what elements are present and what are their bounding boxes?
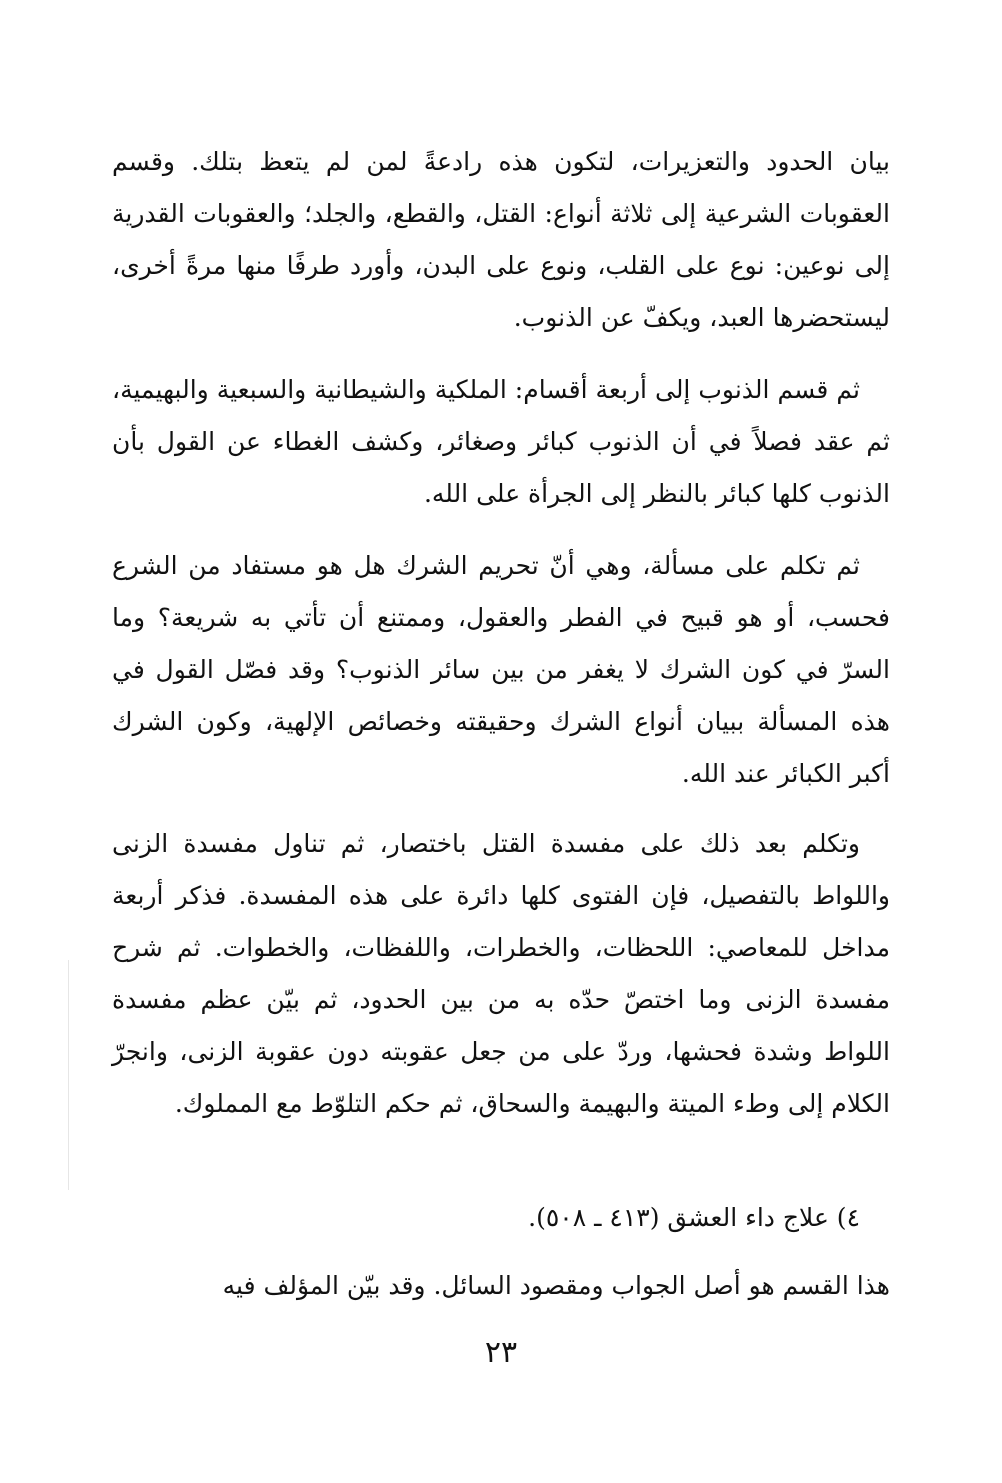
paragraph-punishments <box>112 136 890 344</box>
paragraph-murder-zina <box>112 818 890 1130</box>
paragraph-section-intro <box>112 1260 890 1312</box>
paragraph-text: وتكلم بعد ذلك على مفسدة القتل باختصار، ثم تناول مفسدة الزنى واللواط بالتفصيل، فإن الفتوى كلها دائرة على هذه المفسدة. فذكر أربعة مداخل للمعاصي: اللحظات، والخطرات، واللفظات، والخطوات. ثم شرح مفسدة الزنى وما اختصّ حدّه به من بين الحدود، ثم بيّن عظم مفسدة اللواط وشدة فحشها، وردّ على من جعل عقوبته دون عقوبة الزنى، وانجرّ الكلام إلى وطء الميتة والبهيمة والسحاق، ثم حكم التلوّط مع المملوك. <box>112 829 890 1118</box>
paragraph-text: هذا القسم هو أصل الجواب ومقصود السائل. وقد بيّن المؤلف فيه <box>222 1271 890 1300</box>
heading-text: ٤) علاج داء العشق (٤١٣ ـ ٥٠٨). <box>528 1203 860 1232</box>
paragraph-shirk <box>112 540 890 800</box>
section-heading <box>112 1192 890 1244</box>
paragraph-sin-categories <box>112 364 890 520</box>
scan-margin-line <box>68 960 69 1190</box>
paragraph-text: بيان الحدود والتعزيرات، لتكون هذه رادعةً لمن لم يتعظ بتلك. وقسم العقوبات الشرعية إلى ثلاثة أنواع: القتل، والقطع، والجلد؛ والعقوبات القدرية إلى نوعين: نوع على القلب، ونوع على البدن، وأورد طرفًا منها مرةً أخرى، ليستحضرها العبد، ويكفّ عن الذنوب. <box>112 147 890 332</box>
page-number: ٢٣ <box>484 1335 518 1370</box>
paragraph-text: ثم قسم الذنوب إلى أربعة أقسام: الملكية والشيطانية والسبعية والبهيمية، ثم عقد فصلاً في أن الذنوب كبائر وصغائر، وكشف الغطاء عن القول بأن الذنوب كلها كبائر بالنظر إلى الجرأة على الله. <box>112 375 890 508</box>
paragraph-text: ثم تكلم على مسألة، وهي أنّ تحريم الشرك هل هو مستفاد من الشرع فحسب، أو هو قبيح في الفطر والعقول، وممتنع أن تأتي به شريعة؟ وما السرّ في كون الشرك لا يغفر من بين سائر الذنوب؟ وقد فصّل القول في هذه المسألة ببيان أنواع الشرك وحقيقته وخصائص الإلهية، وكون الشرك أكبر الكبائر عند الله. <box>112 551 890 788</box>
